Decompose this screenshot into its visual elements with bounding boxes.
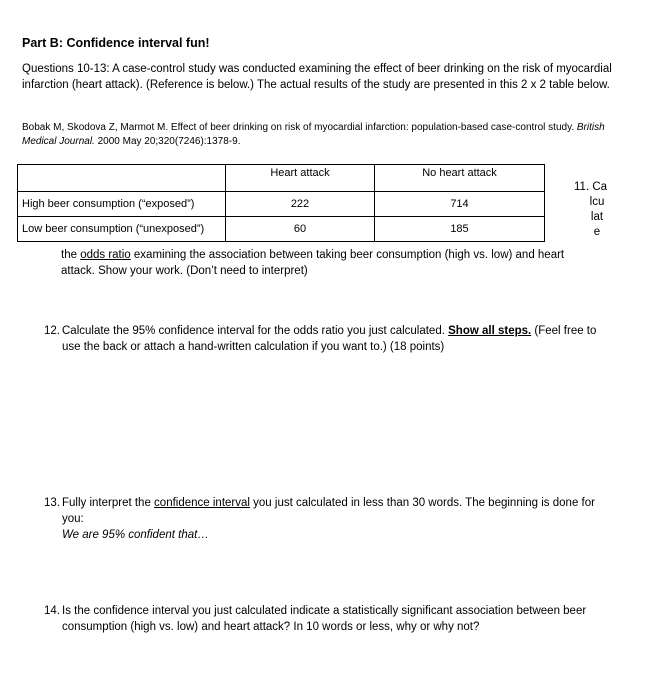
question-body bbox=[44, 495, 614, 543]
confidence-interval-link[interactable]: confidence interval bbox=[154, 497, 250, 509]
q11-number bbox=[574, 181, 607, 193]
table-cell: 185 bbox=[375, 217, 545, 242]
q13-answer-starter: We are 95% confident that… bbox=[62, 529, 209, 541]
contingency-table bbox=[17, 164, 545, 242]
question-number: 12. bbox=[44, 325, 60, 337]
q11-fragment: e bbox=[593, 226, 601, 238]
q11-fragment: lat bbox=[590, 211, 604, 223]
table-header-cell: No heart attack bbox=[375, 165, 545, 192]
q11-text-pre: the bbox=[61, 249, 81, 261]
table-header-row bbox=[18, 165, 545, 192]
table-header-cell bbox=[18, 165, 226, 192]
question-body bbox=[44, 323, 614, 355]
q12-text-pre: Calculate the 95% confidence interval for the odds ratio you just calculated. bbox=[62, 325, 449, 337]
reference-journal: British Medical Journal. bbox=[22, 122, 605, 147]
q11-text-post: examining the association between taking beer consumption (high vs. low) and heart attack. Show your work. (Don’t need to interpret) bbox=[61, 249, 565, 277]
q13-text-pre: Fully interpret the bbox=[62, 497, 155, 509]
part-title: Part B: Confidence interval fun! bbox=[22, 36, 210, 50]
q12-text-post: (Feel free to use the back or attach a hand-written calculation if you want to.) (18 points) bbox=[62, 325, 597, 353]
question-number: 14. bbox=[44, 605, 60, 617]
show-all-steps-emphasis: Show all steps. bbox=[448, 325, 532, 337]
q11-fragment: Ca bbox=[592, 181, 608, 193]
q11-question-text bbox=[61, 247, 601, 279]
question-body: Is the confidence interval you just calculated indicate a statistically significant association between beer consumption (high vs. low) and heart attack? In 10 words or less, why or why not? bbox=[62, 605, 587, 633]
q11-number-text: 11. bbox=[574, 181, 590, 193]
reference-authors-title: Bobak M, Skodova Z, Marmot M. Effect of beer drinking on risk of myocardial infarction: population-based case-control study. bbox=[22, 122, 575, 133]
reference-citation-details: 2000 May 20;320(7246):1378-9. bbox=[94, 136, 241, 147]
table-cell: 60 bbox=[226, 217, 375, 242]
table-row bbox=[18, 192, 545, 217]
question-14 bbox=[44, 603, 614, 635]
question-12 bbox=[44, 323, 614, 355]
question-number: 13. bbox=[44, 497, 60, 509]
table-row bbox=[18, 217, 545, 242]
intro-paragraph: Questions 10-13: A case-control study was conducted examining the effect of beer drinking on the risk of myocardial infarction (heart attack). (Reference is below.) The actual results of the study are presented in this 2 x 2 table below. bbox=[22, 63, 612, 91]
table-header-cell: Heart attack bbox=[226, 165, 375, 192]
row-label: High beer consumption (“exposed”) bbox=[18, 192, 226, 217]
q11-fragment: lcu bbox=[589, 196, 605, 208]
row-label: Low beer consumption (“unexposed”) bbox=[18, 217, 226, 242]
question-13 bbox=[44, 495, 614, 543]
table-cell: 714 bbox=[375, 192, 545, 217]
q13-text-post: you just calculated in less than 30 words. The beginning is done for you: bbox=[62, 497, 595, 525]
reference-citation bbox=[22, 121, 622, 149]
odds-ratio-link[interactable]: odds ratio bbox=[80, 249, 131, 261]
table-cell: 222 bbox=[226, 192, 375, 217]
